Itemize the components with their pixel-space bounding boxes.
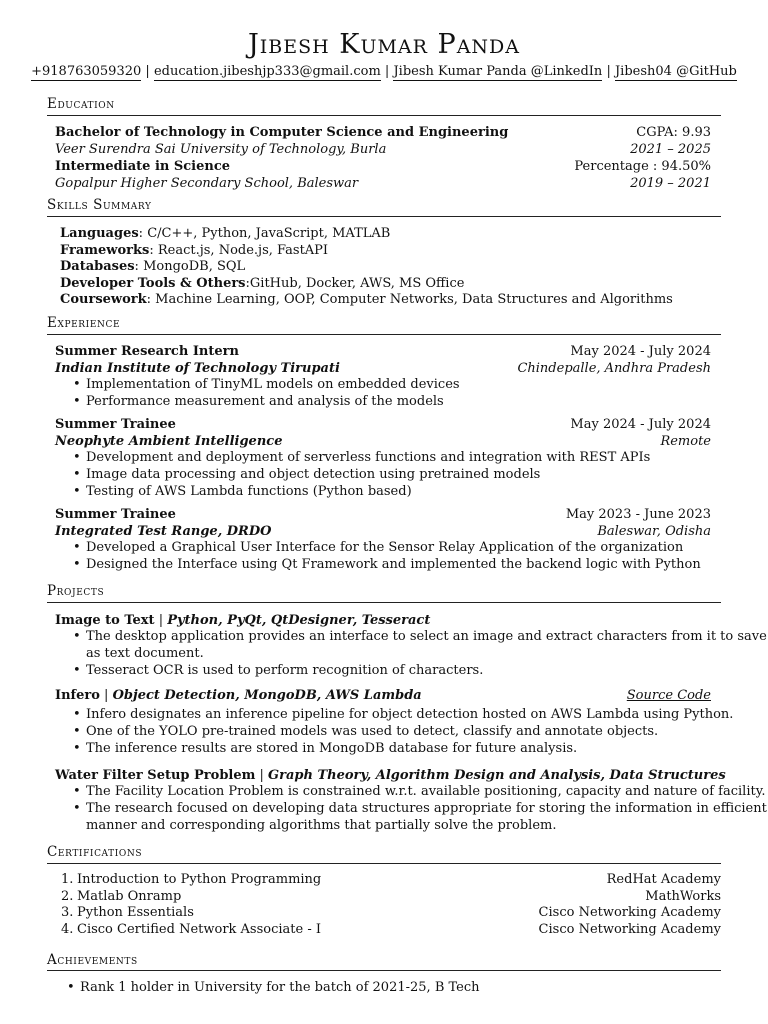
skill-line xyxy=(60,292,673,309)
skill-line xyxy=(60,276,464,293)
github-link[interactable]: Jibesh04 @GitHub xyxy=(614,64,737,79)
candidate-name: Jibesh Kumar Panda xyxy=(247,29,521,60)
years: 2019 – 2021 xyxy=(630,176,711,191)
cert-issuer: Cisco Networking Academy xyxy=(538,905,721,920)
project-header xyxy=(55,688,711,705)
skill-value: React.js, Node.js, FastAPI xyxy=(157,243,329,258)
cert-name: Cisco Certified Network Associate - I xyxy=(77,922,321,937)
cert-num: 2. xyxy=(61,889,74,904)
dates: May 2023 - June 2023 xyxy=(565,507,711,522)
bullet-item: • Testing of AWS Lambda functions (Python based) xyxy=(86,484,412,501)
bullet-item: • Designed the Interface using Qt Framework and implemented the backend logic with Python xyxy=(86,557,701,574)
skill-sep: : xyxy=(138,226,148,241)
project-name: Image to Text xyxy=(55,613,155,628)
contact-separator: | xyxy=(145,64,150,79)
cert-issuer: RedHat Academy xyxy=(606,872,721,887)
bullet-item: • Development and deployment of serverless functions and integration with REST APIs xyxy=(86,450,650,467)
contact-separator: | xyxy=(384,64,390,79)
bullet-item-continuation: as text document. xyxy=(86,646,204,661)
skill-label: Databases xyxy=(60,259,135,274)
skill-sep: : xyxy=(245,276,250,291)
cert-num: 4. xyxy=(61,922,74,937)
bullet-item-continuation: manner and corresponding algorithms that partially solve the problem. xyxy=(86,818,557,833)
section-divider xyxy=(47,216,721,217)
bullet-item: • Developed a Graphical User Interface for the Sensor Relay Application of the organization xyxy=(86,540,683,557)
achievement-item: • Rank 1 holder in University for the batch of 2021-25, B Tech xyxy=(80,980,480,997)
section-title-projects: Projects xyxy=(47,583,105,599)
skill-value: C/C++, Python, JavaScript, MATLAB xyxy=(147,226,391,241)
cert-issuer: MathWorks xyxy=(645,889,721,904)
source-code-link[interactable]: Source Code xyxy=(626,688,711,703)
bullet-item: • The desktop application provides an interface to select an image and extract characters from it to save xyxy=(86,629,767,646)
experience-org xyxy=(55,361,711,378)
skill-label: Languages xyxy=(60,226,139,241)
skill-label: Coursework xyxy=(60,292,147,307)
section-title-education: Education xyxy=(47,96,115,112)
cert-issuer: Cisco Networking Academy xyxy=(538,922,721,937)
skill-sep: : xyxy=(149,243,158,258)
years: 2021 – 2025 xyxy=(630,142,711,157)
dates: May 2024 - July 2024 xyxy=(570,417,711,432)
bullet-item: • The Facility Location Problem is constrained w.r.t. available positioning, capacity and nature of facility. xyxy=(86,784,765,801)
role: Summer Trainee xyxy=(55,507,176,522)
section-divider xyxy=(47,970,721,971)
skill-value: Machine Learning, OOP, Computer Networks, Data Structures and Algorithms xyxy=(155,292,673,307)
location: Baleswar, Odisha xyxy=(597,524,711,539)
skill-line xyxy=(60,243,328,260)
cert-name: Matlab Onramp xyxy=(77,889,182,904)
institution: Gopalpur Higher Secondary School, Baleswar xyxy=(55,176,359,191)
role: Summer Research Intern xyxy=(55,344,239,359)
bullet-item: • Infero designates an inference pipeline for object detection hosted on AWS Lambda using Python. xyxy=(86,707,733,724)
project-tech: Object Detection, MongoDB, AWS Lambda xyxy=(112,688,422,703)
education-entry xyxy=(55,125,711,142)
bullet-item: • Tesseract OCR is used to perform recognition of characters. xyxy=(86,663,483,680)
project-name: Water Filter Setup Problem xyxy=(55,768,256,783)
section-title-skills: Skills Summary xyxy=(47,197,152,213)
section-title-certifications: Certifications xyxy=(47,844,143,860)
section-divider xyxy=(47,334,721,335)
cert-name: Introduction to Python Programming xyxy=(77,872,322,887)
education-entry xyxy=(55,159,711,176)
skill-label: Frameworks xyxy=(60,243,150,258)
education-entry-detail xyxy=(55,142,711,159)
project-sep: | xyxy=(255,768,269,783)
institution: Veer Surendra Sai University of Technology, Burla xyxy=(55,142,387,157)
section-divider xyxy=(47,863,721,864)
dates: May 2024 - July 2024 xyxy=(570,344,711,359)
bullet-item: • The research focused on developing data structures appropriate for storing the information in efficient xyxy=(86,801,767,818)
project-header xyxy=(55,613,430,630)
project-sep: | xyxy=(154,613,168,628)
location: Remote xyxy=(660,434,711,449)
cert-name: Python Essentials xyxy=(77,905,194,920)
score: CGPA: 9.93 xyxy=(636,125,711,140)
project-header xyxy=(55,768,726,785)
role: Summer Trainee xyxy=(55,417,176,432)
skill-line xyxy=(60,259,245,276)
phone-link[interactable]: +918763059320 xyxy=(31,64,142,79)
cert-num: 1. xyxy=(61,872,74,887)
organization: Integrated Test Range, DRDO xyxy=(55,524,272,539)
experience-org xyxy=(55,434,711,451)
contact-separator: | xyxy=(606,64,611,79)
degree: Bachelor of Technology in Computer Science and Engineering xyxy=(55,125,509,140)
linkedin-link[interactable]: Jibesh Kumar Panda @LinkedIn xyxy=(393,64,603,79)
organization: Indian Institute of Technology Tirupati xyxy=(55,361,340,376)
project-sep: | xyxy=(99,688,113,703)
skill-label: Developer Tools & Others xyxy=(60,276,246,291)
certification-item xyxy=(55,889,721,906)
bullet-item: • Image data processing and object detection using pretrained models xyxy=(86,467,540,484)
bullet-item: • Implementation of TinyML models on embedded devices xyxy=(86,377,460,394)
bullet-item: • The inference results are stored in MongoDB database for future analysis. xyxy=(86,741,577,758)
skill-sep: : xyxy=(146,292,156,307)
skill-value: GitHub, Docker, AWS, MS Office xyxy=(249,276,465,291)
email-link[interactable]: education.jibeshjp333@gmail.com xyxy=(153,64,381,79)
project-tech: Graph Theory, Algorithm Design and Analysis, Data Structures xyxy=(268,768,726,783)
bullet-item: • One of the YOLO pre-trained models was used to detect, classify and annotate objects. xyxy=(86,724,658,741)
education-entry-detail xyxy=(55,176,711,193)
certification-item xyxy=(55,872,721,889)
skill-sep: : xyxy=(134,259,144,274)
contact-line xyxy=(0,64,768,81)
experience-header xyxy=(55,507,711,524)
project-title-line xyxy=(55,688,422,705)
skill-line xyxy=(60,226,390,243)
skill-value: MongoDB, SQL xyxy=(143,259,246,274)
organization: Neophyte Ambient Intelligence xyxy=(55,434,283,449)
certification-item xyxy=(55,905,721,922)
cert-num: 3. xyxy=(61,905,74,920)
section-divider xyxy=(47,602,721,603)
certification-item xyxy=(55,922,721,939)
experience-header xyxy=(55,344,711,361)
project-tech: Python, PyQt, QtDesigner, Tesseract xyxy=(167,613,431,628)
section-title-achievements: Achievements xyxy=(47,952,138,968)
degree: Intermediate in Science xyxy=(55,159,231,174)
experience-org xyxy=(55,524,711,541)
location: Chindepalle, Andhra Pradesh xyxy=(517,361,711,376)
section-divider xyxy=(47,115,721,116)
section-title-experience: Experience xyxy=(47,315,121,331)
bullet-item: • Performance measurement and analysis of the models xyxy=(86,394,444,411)
score: Percentage : 94.50% xyxy=(574,159,711,174)
project-name: Infero xyxy=(55,688,100,703)
experience-header xyxy=(55,417,711,434)
